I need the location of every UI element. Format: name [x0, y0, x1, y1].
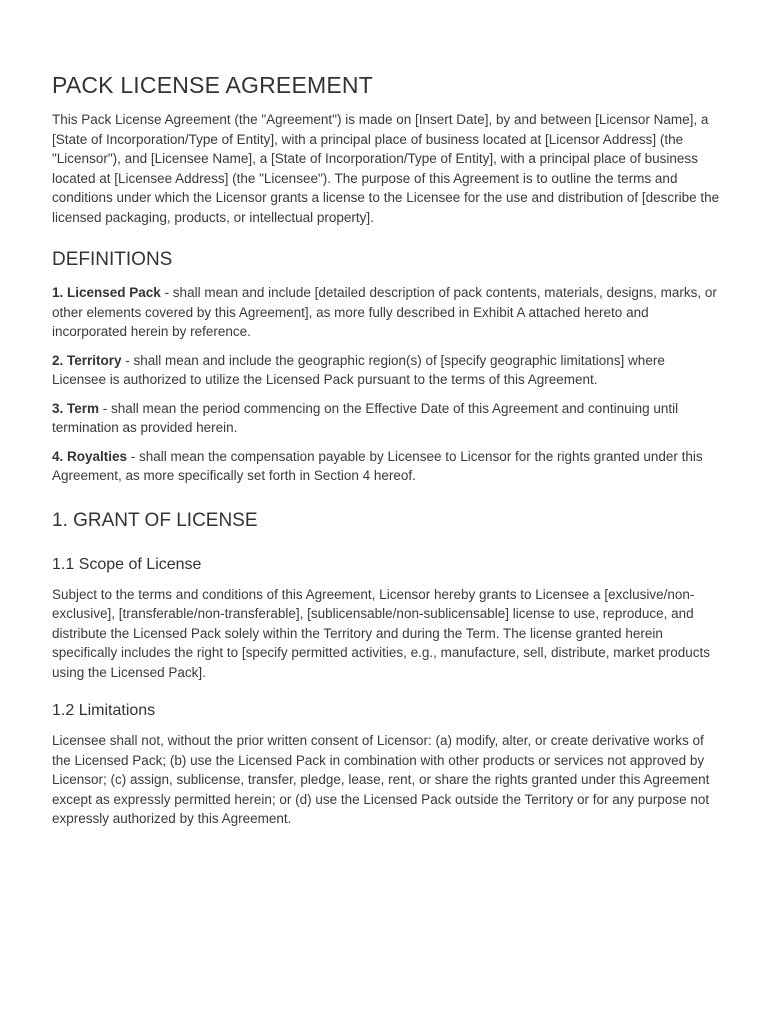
- definition-text: - shall mean and include the geographic region(s) of [specify geographic limitations] where Licensee is authorized to utilize the Licensed Pack pursuant to the terms of this Agreement.: [52, 352, 665, 387]
- scope-of-license-paragraph: Subject to the terms and conditions of this Agreement, Licensor hereby grants to Licensee a [exclusive/non-exclusive], [transferable/non-transferable], [sublicensable/non-sublicensable] license to use, reproduce, and distribute the Licensed Pack solely within the Territory and during the Term. The license granted herein specifically includes the right to [specify permitted activities, e.g., manufacture, sell, distribute, market products using the Licensed Pack].: [52, 586, 711, 680]
- definition-term: 4. Royalties: [52, 448, 128, 464]
- definition-item: [52, 283, 720, 342]
- definition-text: - shall mean and include [detailed description of pack contents, materials, designs, marks, or other elements covered by this Agreement], as more fully described in Exhibit A attached hereto and incorporated herein by reference.: [52, 285, 717, 339]
- definition-text: - shall mean the period commencing on the Effective Date of this Agreement and continuing until termination as provided herein.: [52, 400, 679, 435]
- definition-term: 3. Term: [52, 400, 100, 416]
- definitions-heading: DEFINITIONS: [52, 249, 173, 270]
- definition-term: 1. Licensed Pack: [52, 285, 161, 300]
- limitations-paragraph: Licensee shall not, without the prior written consent of Licensor: (a) modify, alter, or create derivative works of the Licensed Pack; (b) use the Licensed Pack in combination with other products or services not approved by Licensor; (c) assign, sublicense, transfer, pledge, lease, rent, or share the rights granted under this Agreement except as expressly permitted herein; or (d) use the Licensed Pack outside the Territory or for any purpose not expressly authorized by this Agreement.: [52, 733, 710, 826]
- document-title: PACK LICENSE AGREEMENT: [52, 72, 373, 98]
- limitations-heading: 1.2 Limitations: [52, 702, 156, 719]
- grant-of-license-heading: 1. GRANT OF LICENSE: [52, 509, 258, 531]
- definition-item: [52, 351, 720, 390]
- definition-term: 2. Territory: [52, 352, 122, 368]
- definition-text: - shall mean the compensation payable by Licensee to Licensor for the rights granted under this Agreement, as more specifically set forth in Section 4 hereof.: [52, 448, 703, 483]
- intro-paragraph: This Pack License Agreement (the "Agreement") is made on [Insert Date], by and between [Licensor Name], a [State of Incorporation/Type of Entity], with a principal place of business located at [Licensor Address] (the "Licensor"), and [Licensee Name], a [State of Incorporation/Type of Entity], with a principal place of business located at [Licensee Address] (the "Licensee"). The purpose of this Agreement is to outline the terms and conditions under which the Licensor grants a license to the Licensee for the use and distribution of [describe the licensed packaging, products, or intellectual property].: [52, 112, 720, 225]
- scope-of-license-heading: 1.1 Scope of License: [52, 555, 202, 573]
- definition-item: [52, 399, 720, 438]
- definition-item: [52, 447, 720, 486]
